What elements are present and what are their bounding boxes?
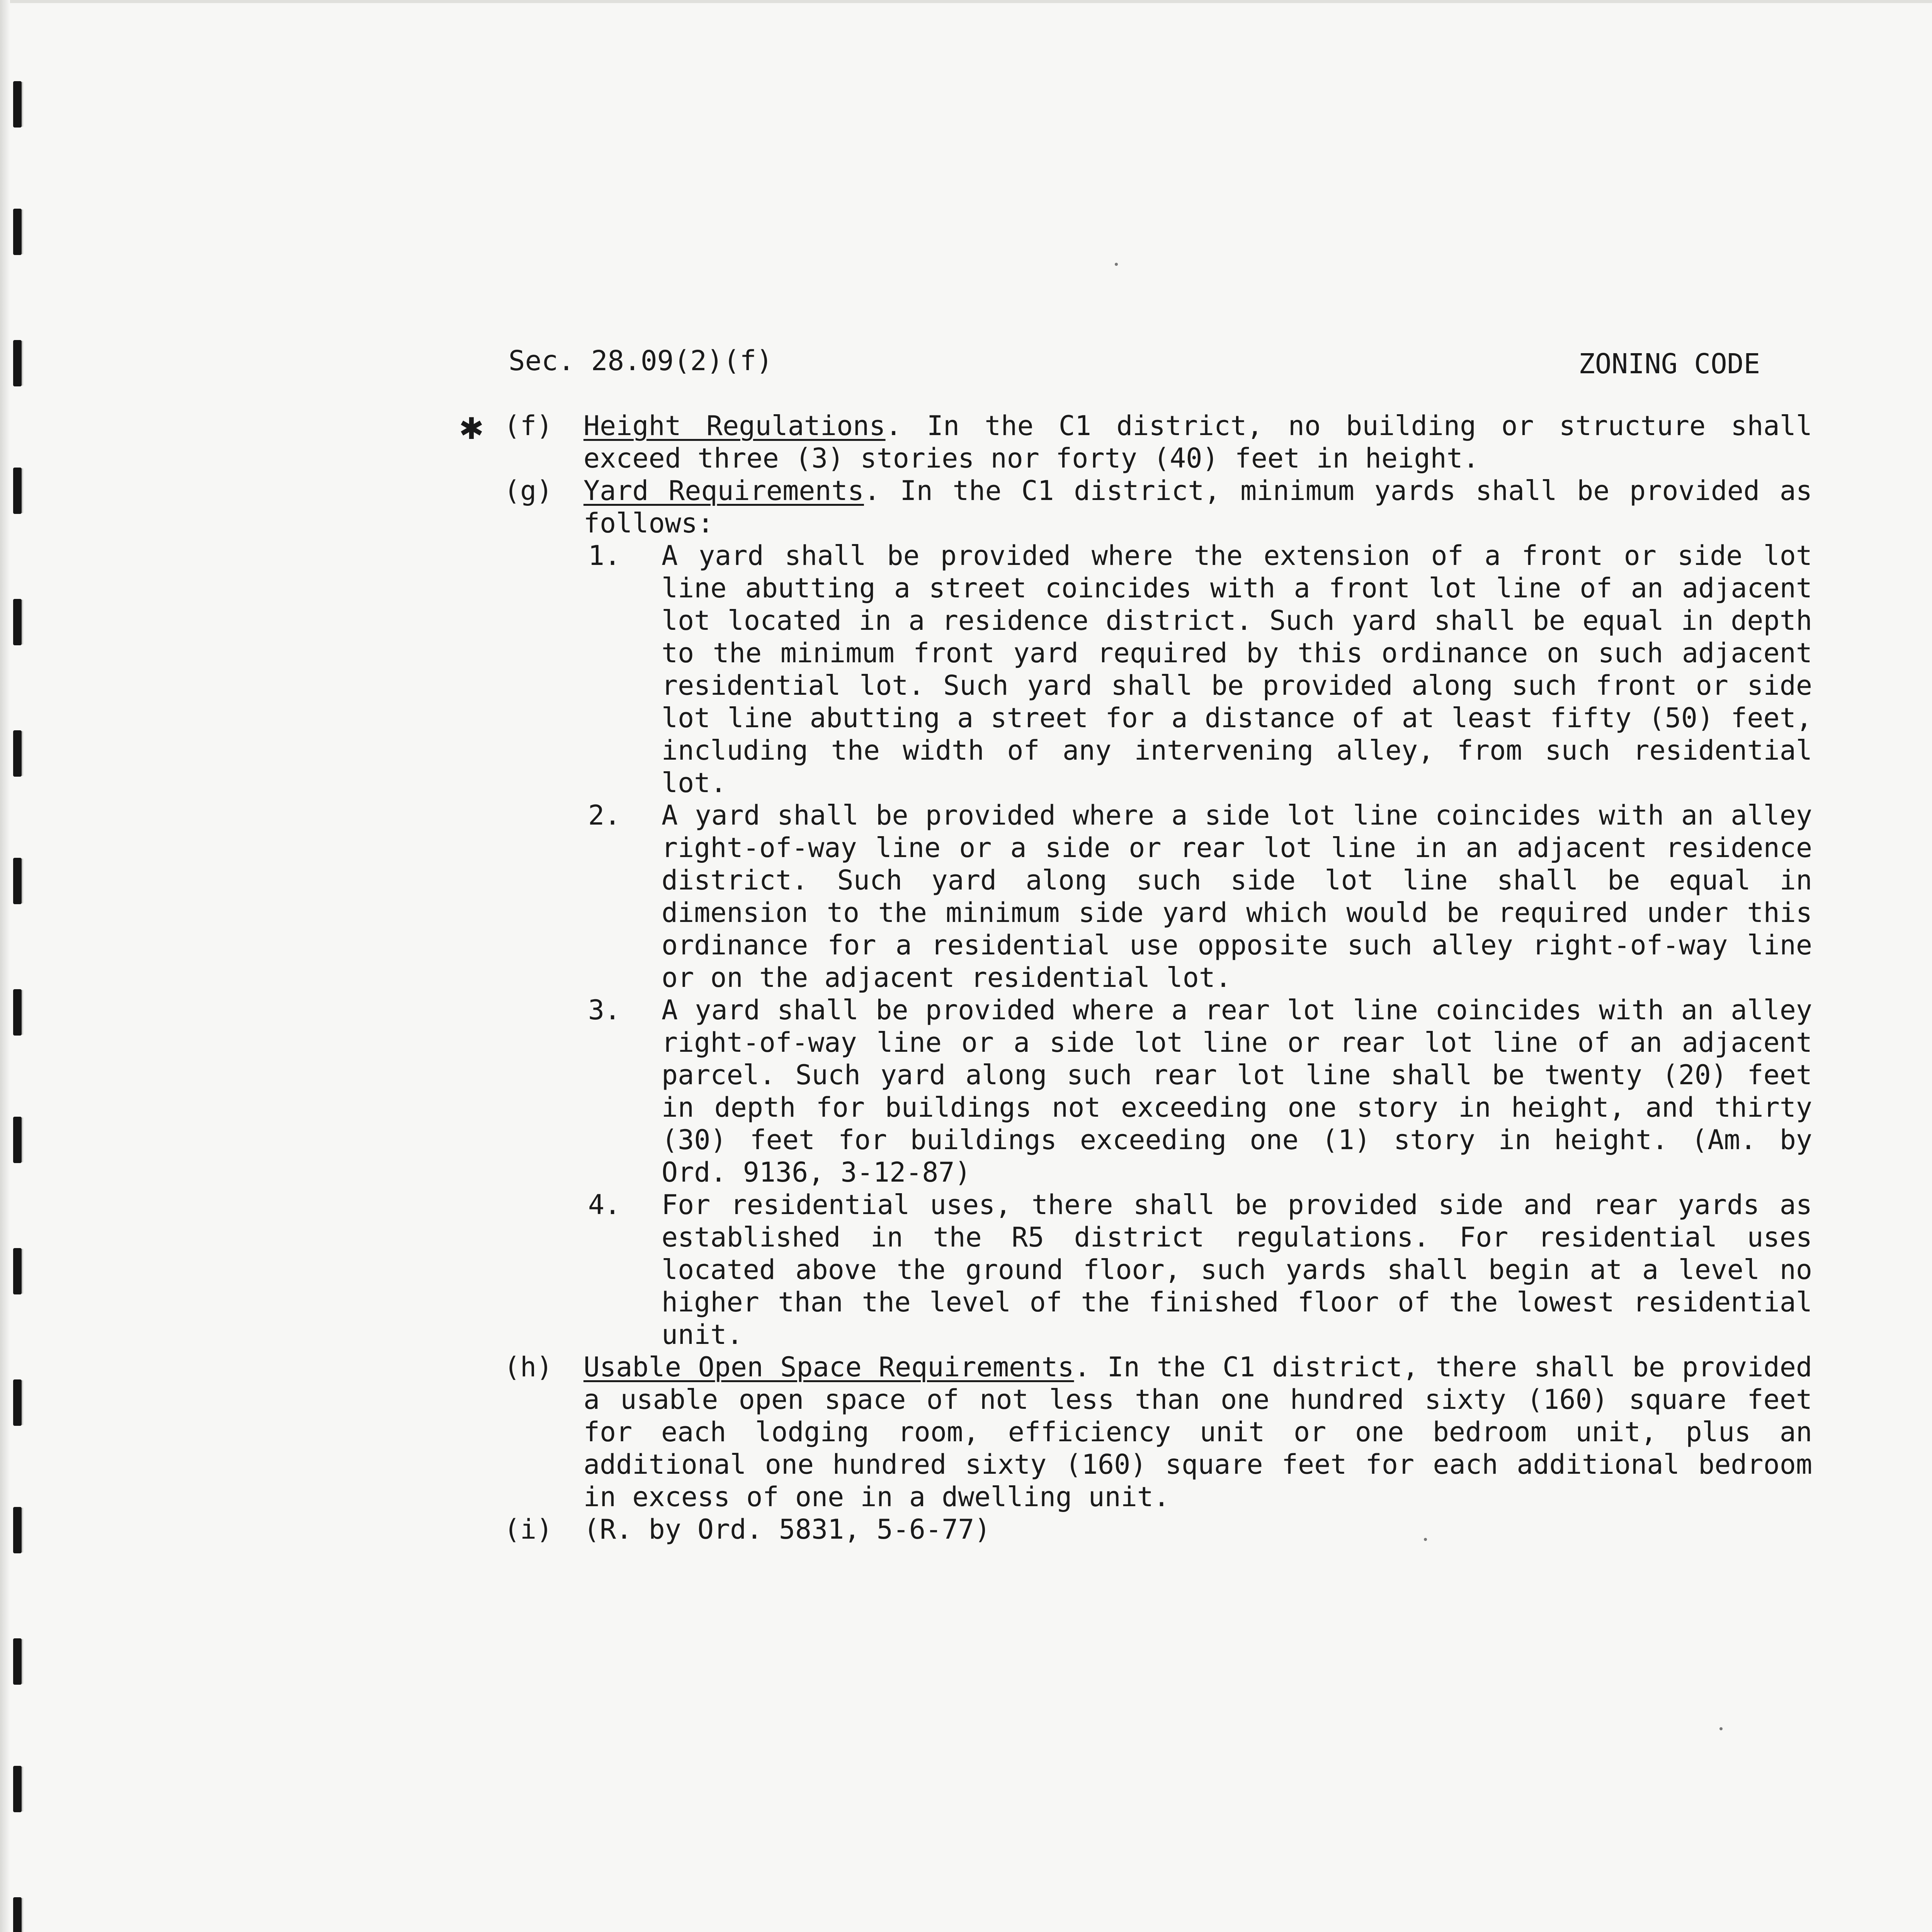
binder-hole — [13, 1766, 22, 1812]
section-heading: Yard Requirements — [583, 475, 864, 507]
binder-hole — [13, 730, 22, 777]
list-item — [452, 799, 1812, 994]
list-item — [452, 994, 1812, 1189]
binder-hole — [13, 468, 22, 514]
list-item-number: 3. — [588, 994, 621, 1026]
document-body — [452, 403, 1812, 1546]
list-item — [452, 539, 1812, 799]
binder-hole — [13, 1638, 22, 1685]
binder-hole — [13, 1897, 22, 1932]
section-f — [452, 403, 1812, 474]
list-item-text: A yard shall be provided where a side lot line coincides with an alley right-of-way line or a side or rear lot line in an adjacent residence district. Such yard along such side lot line shall be equal in dimension to the minimum side yard which would be required under this ordinance for a residential use opposite such alley right-of-way line or on the adjacent residential lot. — [662, 799, 1812, 993]
scan-speck — [1719, 1727, 1723, 1730]
binder-hole — [13, 858, 22, 904]
asterisk-mark-icon: ✱ — [460, 403, 483, 448]
binder-hole — [13, 989, 22, 1036]
binder-hole — [13, 209, 22, 255]
document-title: ZONING CODE — [1578, 348, 1760, 380]
scan-top-edge — [0, 0, 1932, 3]
binder-hole — [13, 1248, 22, 1294]
section-reference: Sec. 28.09(2)(f) — [509, 345, 773, 377]
binder-hole — [13, 599, 22, 645]
list-item-text: For residential uses, there shall be provided side and rear yards as established in the R5 district regulations. For residential uses located above the ground floor, such yards shall begin at a level no higher than the level of the finished floor of the lowest residential unit. — [662, 1189, 1812, 1350]
scan-speck — [1115, 263, 1118, 266]
section-text: . In the C1 district, no building or structure shall exceed three (3) stories nor forty (40) feet in height. — [583, 410, 1812, 474]
section-g — [452, 474, 1812, 539]
section-marker: (g) — [504, 475, 553, 507]
section-h — [452, 1351, 1812, 1513]
section-marker: (i) — [504, 1514, 553, 1545]
yard-requirements-list — [452, 539, 1812, 1351]
list-item-text: A yard shall be provided where a rear lot line coincides with an alley right-of-way line or a side lot line or rear lot line of an adjacent parcel. Such yard along such rear lot line shall be twenty (20) feet in depth for buildings not exceeding one story in height, and thirty (30) feet for buildings exceeding one (1) story in height. (Am. by Ord. 9136, 3-12-87) — [662, 994, 1812, 1188]
binder-hole — [13, 1379, 22, 1426]
section-text: . In the C1 district, there shall be provided a usable open space of not less than one hundred sixty (160) square feet for each lodging room, efficiency unit or one bedroom unit, plus an additional one hundred sixty (160) square feet for each additional bedroom in excess of one in a dwelling unit. — [583, 1351, 1812, 1513]
binder-hole — [13, 340, 22, 386]
section-text: (R. by Ord. 5831, 5-6-77) — [583, 1514, 991, 1545]
section-marker: (f) — [504, 410, 553, 442]
list-item — [452, 1189, 1812, 1351]
binder-hole — [13, 1507, 22, 1553]
list-item-number: 4. — [588, 1189, 621, 1221]
binder-hole — [13, 1117, 22, 1163]
list-item-text: A yard shall be provided where the extension of a front or side lot line abutting a street coincides with a front lot line of an adjacent lot located in a residence district. Such yard shall be equal in depth to the minimum front yard required by this ordinance on such adjacent residential lot. Such yard shall be provided along such front or side lot line abutting a street for a distance of at least fifty (50) feet, including the width of any intervening alley, from such residential lot. — [662, 540, 1812, 799]
section-i — [452, 1513, 1812, 1546]
scan-left-edge — [0, 0, 10, 1932]
section-marker: (h) — [504, 1351, 553, 1383]
section-heading: Height Regulations — [583, 410, 886, 442]
section-heading: Usable Open Space Requirements — [583, 1351, 1074, 1383]
section-text: . In the C1 district, minimum yards shall be provided as follows: — [583, 475, 1812, 539]
list-item-number: 2. — [588, 799, 621, 831]
list-item-number: 1. — [588, 540, 621, 571]
binder-hole — [13, 81, 22, 128]
